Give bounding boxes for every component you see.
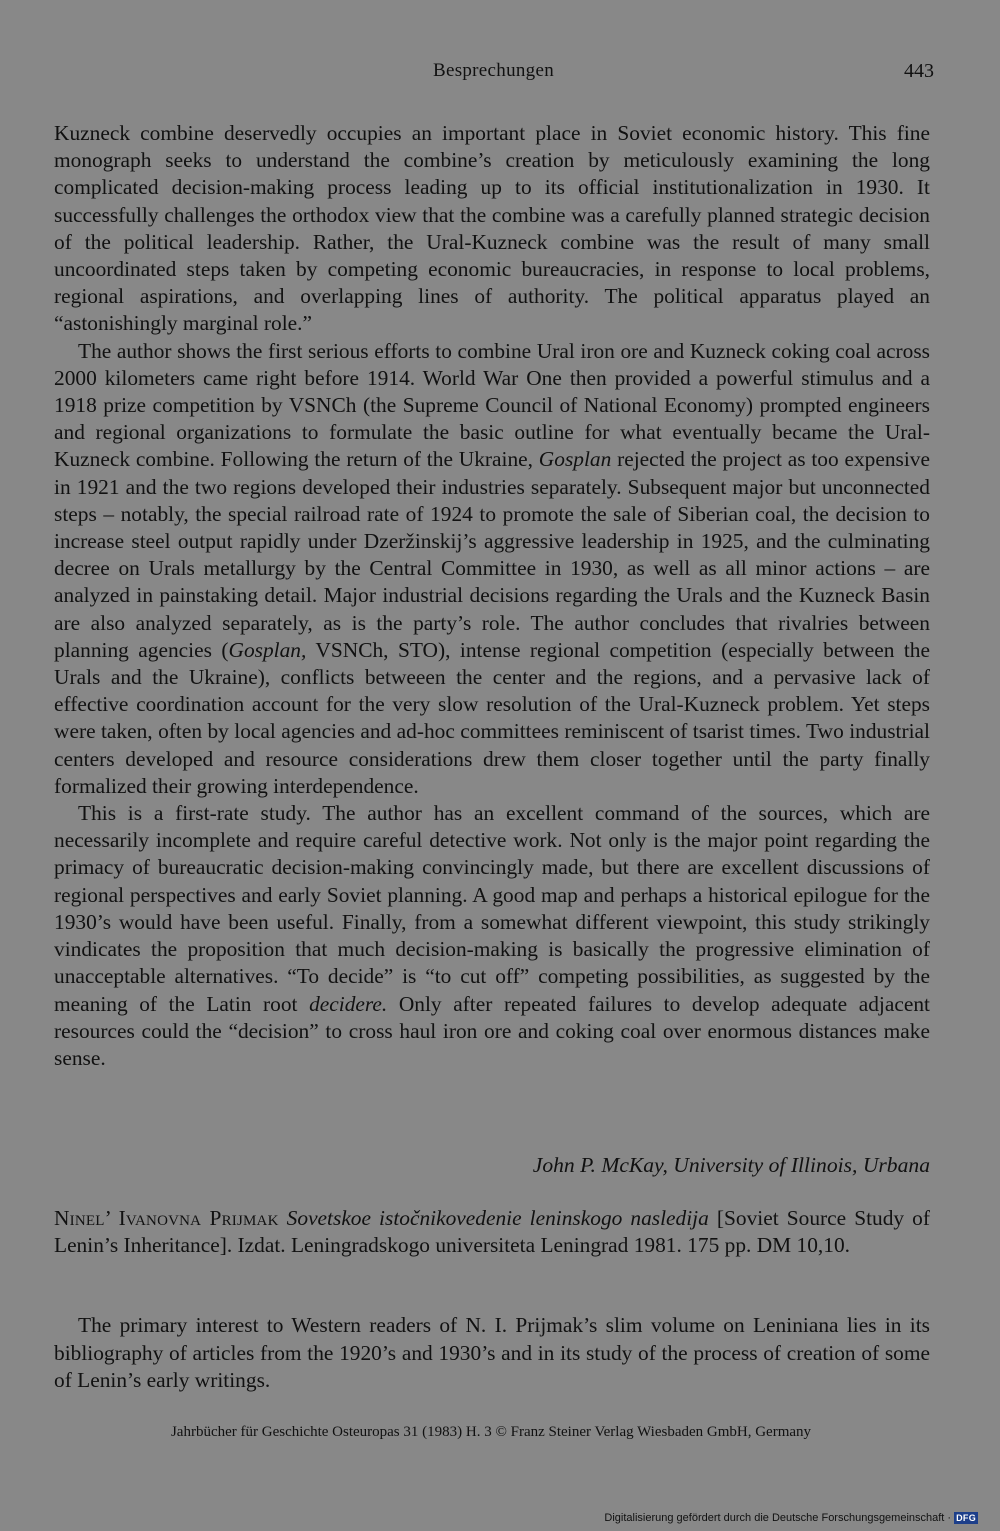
paragraph-2-text-c: VSNCh, STO), intense regional competition (especially between the Urals and the Ukraine), conflicts betweeen the center and the regions, and a pervasive lack of effective coordination account for the very slow resolution of the Ural-Kuzneck problem. Yet steps were taken, often by local agencies and ad-hoc committees reminiscent of tsarist times. Two industrial centers developed and resource considerations drew them closer together until the party finally formalized their growing interdependence. (54, 637, 930, 798)
review-paragraph-3 (54, 800, 930, 1072)
review-paragraph-1: Kuzneck combine deservedly occupies an important place in Soviet economic history. This fine monograph seeks to understand the combine’s creation by meticulously examining the long complicated decision-making process leading up to its official institutionalization in 1930. It successfully challenges the orthodox view that the combine was a carefully planned strategic decision of the political leadership. Rather, the Ural-Kuzneck combine was the result of many small uncoordinated steps taken by competing economic bureaucracies, in response to local problems, regional aspirations, and overlapping lines of authority. The political apparatus played an “astonishingly marginal role.” (54, 121, 930, 336)
funding-text: Digitalisierung gefördert durch die Deutsche Forschungsgemeinschaft · (604, 1512, 952, 1524)
book-title: Sovetskoe istočnikovedenie leninskogo nasledija (286, 1206, 709, 1230)
running-title: Besprechungen (432, 60, 555, 81)
gosplan-term: Gosplan, (228, 637, 307, 662)
page-number: 443 (904, 60, 934, 82)
running-head (0, 60, 1000, 90)
book-author: Ninel’ Ivanovna Prijmak (54, 1206, 279, 1230)
funding-note (604, 1510, 978, 1526)
review-body (54, 120, 930, 1072)
paragraph-2-text-b: rejected the project as too expensive in 1921 and the two regions developed their industries separately. Subsequent major but unconnected steps – notably, the special railroad rate of 1924 to promote the sale of Siberian coal, the decision to increase steel output rapidly under Dzeržinskij’s aggressive leadership in 1925, and the culminating decree on Urals metallurgy by the Central Committee in 1930, as well as all minor actions – are analyzed in painstaking detail. Major industrial decisions regarding the Urals and the Kuzneck Basin are also analyzed separately, as is the party’s role. The author concludes that rivalries between planning agencies ( (54, 447, 930, 662)
book-citation (54, 1205, 930, 1258)
paragraph-2-text-a: The author shows the first serious efforts to combine Ural iron ore and Kuzneck coking coal across 2000 kilometers came right before 1914. World War One then provided a powerful stimulus and a 1918 prize competition by VSNCh (the Supreme Council of National Economy) prompted engineers and regional organizations to formulate the basic outline for what eventually became the Ural-Kuzneck combine. Following the return of the Ukraine, (54, 338, 930, 472)
dfg-logo-icon: DFG (956, 1513, 976, 1523)
book-details: [Soviet Source Study of Lenin’s Inheritance]. Izdat. Leningradskogo universiteta Leningrad 1981. 175 pp. DM 10,10. (54, 1206, 930, 1257)
gosplan-term: Gosplan (538, 447, 612, 472)
reviewer-signature: John P. McKay, University of Illinois, Urbana (532, 1153, 930, 1177)
review-2-opening: The primary interest to Western readers of N. I. Prijmak’s slim volume on Leniniana lies in its bibliography of articles from the 1920’s and 1930’s and in its study of the process of creation of some of Lenin’s early writings. (54, 1313, 930, 1392)
paragraph-3-text-b: Only after repeated failures to develop adequate adjacent resources could the “decision” to cross haul iron ore and coking coal over enormous distances make sense. (54, 991, 930, 1070)
review-paragraph-2 (54, 338, 930, 800)
decidere-term: decidere. (309, 991, 388, 1016)
journal-credit: Jahrbücher für Geschichte Osteuropas 31 (1983) H. 3 © Franz Steiner Verlag Wiesbaden GmbH, Germany (170, 1424, 812, 1440)
paragraph-3-text-a: This is a first-rate study. The author has an excellent command of the sources, which are necessarily incomplete and require careful detective work. Not only is the major point regarding the primacy of bureaucratic decision-making convincingly made, but there are excellent discussions of regional perspectives and early Soviet planning. A good map and perhaps a historical epilogue for the 1930’s would have been useful. Finally, from a somewhat different viewpoint, this study strikingly vindicates the proposition that much decision-making is basically the progressive elimination of unacceptable alternatives. “To decide” is “to cut off” competing possibilities, as suggested by the meaning of the Latin root (54, 801, 930, 1016)
